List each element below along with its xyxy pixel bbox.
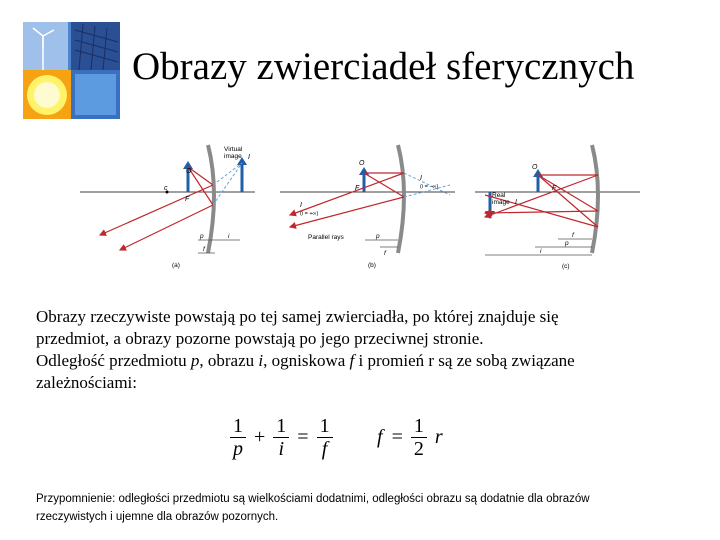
b-I-top-label: I [420,175,422,182]
c-f-label: f [572,232,574,239]
a-c-label: c [164,185,168,192]
b-I-bot-label: I [300,202,302,209]
c-O-label: O [532,164,538,171]
mirror-equation: $\frac{1}{p}$ + $\frac{1}{i}$ = $\frac{1}{f}$ [229,415,334,460]
c-i-label: i [540,248,542,255]
reminder-note: Przypomnienie: odległości przedmiotu są wielkościami dodatnimi, odległości obrazu są dodatnie dla obrazów rzeczywistych i ujemne dla obrazów pozornych. [36,493,590,523]
a-F-label: F [185,196,190,203]
body-line-2: przedmiot, a obrazy pozorne powstają po jego przeciwnej stronie. [36,329,484,348]
wind-solar-sun-logo [23,22,120,119]
b-parallel-rays-label: Parallel rays [308,234,344,241]
diagram-a [80,145,255,269]
c-real-label: Real [492,192,506,199]
c-F-label: F [552,185,557,192]
diagram-c [475,145,640,270]
c-caption: (c) [562,263,570,270]
a-i-label: i [228,233,230,240]
a-f-label: f [203,246,205,253]
b-i-top-label: (i = −∞) [420,184,439,190]
c-p-label: p [565,240,569,247]
a-p-label: p [200,233,204,240]
b-f-label: f [384,250,386,257]
a-caption: (a) [172,262,180,269]
body-line-1: Obrazy rzeczywiste powstają po tej samej zwierciadła, po której znajduje się [36,307,559,326]
b-caption: (b) [368,262,376,269]
mirror-ray-diagrams [80,135,640,275]
a-I-label: I [248,154,250,161]
body-text [36,306,706,394]
b-i-bot-label: (i = +∞) [300,211,319,217]
b-O-label: O [359,160,365,167]
slide-title: Obrazy zwierciadeł sferycznych [132,45,635,88]
a-virtual-label: Virtual [224,146,243,153]
body-line-3: Odległość przedmiotu p, obrazu i, ogniskowa f i promień r są ze sobą związane [36,351,575,370]
focal-length-equation: f = $\frac{1}{2}$ r [377,415,443,460]
diagram-b [280,145,455,269]
b-F-label: F [355,185,360,192]
a-image-label: image [224,153,242,160]
body-line-4: zależnościami: [36,373,138,392]
c-image-label: image [492,199,510,206]
a-O-label: O [186,168,192,175]
b-p-label: p [376,233,380,240]
c-I-label: I [515,199,517,206]
